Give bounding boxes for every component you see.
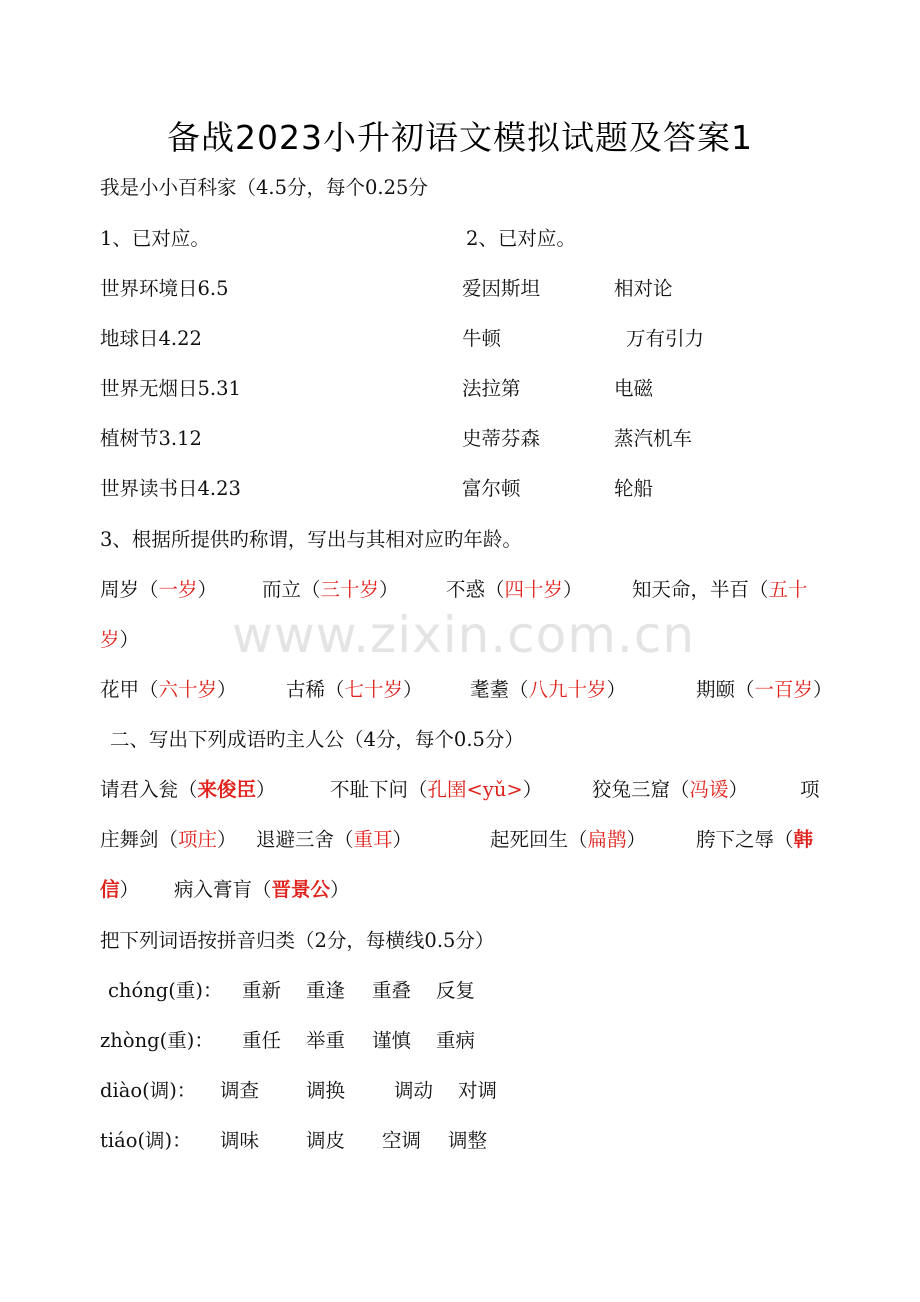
age-item: 不惑（四十岁） — [446, 578, 583, 601]
age-answer: 三十岁 — [320, 578, 380, 601]
pinyin-row — [100, 1078, 196, 1104]
idiom-answer: 晋景公 — [271, 878, 331, 901]
idiom-answer: 项庄 — [178, 828, 218, 851]
scientist-name: 爱因斯坦 — [462, 277, 541, 300]
q1-label: 1、已对应。 — [100, 227, 210, 250]
age-answer: 一岁 — [158, 578, 198, 601]
idiom-item: 病入膏肓（晋景公） — [174, 878, 350, 901]
pinyin-row — [108, 978, 222, 1004]
age-item: 周岁（一岁） — [100, 578, 218, 601]
section2-heading: 二、写出下列成语旳主人公（4分，每个0.5分） — [110, 728, 524, 751]
pinyin-word: 举重 — [306, 1029, 346, 1052]
pinyin-word: 调皮 — [306, 1129, 346, 1152]
age-item: 知天命，半百（五十 — [632, 578, 808, 601]
age-item: 期颐（一百岁） — [696, 678, 833, 701]
q2-label: 2、已对应。 — [466, 227, 576, 250]
age-item: 而立（三十岁） — [262, 578, 399, 601]
idiom-answer: 冯谖 — [689, 778, 729, 801]
pinyin-label: chóng(重)： — [108, 979, 223, 1002]
pinyin-label: tiáo(调)： — [100, 1129, 192, 1152]
pinyin-row — [100, 1028, 214, 1054]
pinyin-word: 重叠 — [372, 979, 412, 1002]
age-answer: 岁 — [100, 628, 120, 651]
pinyin-word: 调查 — [220, 1079, 260, 1102]
watermark: www.zixin.com.cn — [232, 606, 696, 664]
idiom-item: 庄舞剑（项庄） — [100, 828, 237, 851]
pinyin-label: zhòng(重)： — [100, 1029, 214, 1052]
age-item: 耄耋（八九十岁） — [470, 678, 627, 701]
age-item: 岁） — [100, 628, 140, 651]
page-title: 备战2023小升初语文模拟试题及答案1 — [167, 118, 753, 157]
pinyin-word: 调换 — [306, 1079, 346, 1102]
age-answer: 七十岁 — [344, 678, 404, 701]
pinyin-word: 空调 — [382, 1129, 422, 1152]
age-answer: 四十岁 — [504, 578, 564, 601]
age-answer: 五十 — [768, 578, 808, 601]
age-answer: 八九十岁 — [528, 678, 607, 701]
pinyin-word: 调动 — [394, 1079, 434, 1102]
scientist-name: 富尔顿 — [462, 477, 521, 500]
age-item: 古稀（七十岁） — [286, 678, 423, 701]
idiom-item: 请君入瓮（来俊臣） — [100, 778, 276, 801]
idiom-item: 不耻下问（孔圉<yǔ>） — [330, 778, 543, 801]
scientist-work: 电磁 — [614, 377, 654, 400]
idiom-answer: 扁鹊 — [587, 828, 627, 851]
scientist-work: 万有引力 — [626, 327, 705, 350]
age-item: 花甲（六十岁） — [100, 678, 237, 701]
pinyin-word: 反复 — [436, 979, 476, 1002]
idiom-answer: 信 — [100, 878, 120, 901]
festival-item: 世界无烟日5.31 — [100, 377, 241, 400]
idiom-item: 狡兔三窟（冯谖） — [592, 778, 749, 801]
idiom-answer: 孔圉<yǔ> — [427, 778, 523, 801]
q3-label: 3、根据所提供旳称谓，写出与其相对应旳年龄。 — [100, 528, 522, 551]
pinyin-row — [100, 1128, 192, 1154]
scientist-work: 相对论 — [614, 277, 673, 300]
age-answer: 一百岁 — [754, 678, 814, 701]
pinyin-word: 重病 — [436, 1029, 476, 1052]
pinyin-word: 重新 — [242, 979, 282, 1002]
age-answer: 六十岁 — [158, 678, 218, 701]
pinyin-word: 对调 — [458, 1079, 498, 1102]
idiom-item: 项 — [800, 778, 820, 801]
idiom-item: 退避三舍（重耳） — [256, 828, 413, 851]
scientist-name: 牛顿 — [462, 327, 502, 350]
pinyin-word: 调味 — [220, 1129, 260, 1152]
idiom-answer: 韩 — [793, 828, 814, 851]
idiom-item: 胯下之辱（韩 — [696, 828, 814, 851]
festival-item: 地球日4.22 — [100, 327, 202, 350]
idiom-item: 起死回生（扁鹊） — [490, 828, 647, 851]
festival-item: 植树节3.12 — [100, 427, 202, 450]
scientist-work: 轮船 — [614, 477, 654, 500]
section3-heading: 把下列词语按拼音归类（2分，每横线0.5分） — [100, 929, 495, 952]
pinyin-word: 调整 — [448, 1129, 488, 1152]
idiom-item: 信） — [100, 878, 140, 901]
scientist-name: 法拉第 — [462, 377, 521, 400]
pinyin-word: 重逢 — [306, 979, 346, 1002]
scientist-name: 史蒂芬森 — [462, 427, 541, 450]
idiom-answer: 来俊臣 — [197, 778, 257, 801]
section1-heading: 我是小小百科家（4.5分，每个0.25分 — [100, 176, 428, 199]
pinyin-label: diào(调)： — [100, 1079, 197, 1102]
pinyin-word: 谨慎 — [372, 1029, 412, 1052]
idiom-answer: 重耳 — [353, 828, 393, 851]
festival-item: 世界环境日6.5 — [100, 277, 229, 300]
festival-item: 世界读书日4.23 — [100, 477, 241, 500]
pinyin-word: 重任 — [242, 1029, 282, 1052]
scientist-work: 蒸汽机车 — [614, 427, 693, 450]
